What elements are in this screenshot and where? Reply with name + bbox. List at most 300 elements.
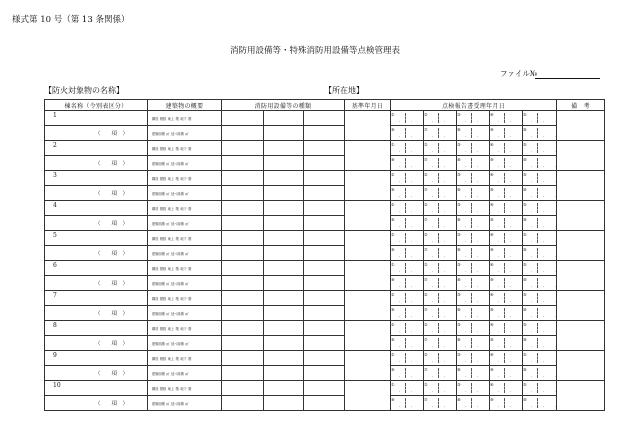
building-structure-cell[interactable] [148, 201, 222, 216]
building-name-cell[interactable] [45, 351, 148, 366]
base-date-cell[interactable] [345, 291, 391, 321]
equipment-type-cell[interactable] [304, 201, 345, 216]
report-date-cell[interactable] [523, 276, 566, 291]
inspection-slot-marker: ③ [457, 381, 461, 387]
equipment-type-cell[interactable] [264, 171, 304, 186]
report-date-cell[interactable] [424, 396, 467, 411]
inspection-slot-marker: ③ [457, 321, 461, 327]
building-area-cell[interactable] [148, 156, 222, 171]
building-area-cell[interactable] [148, 396, 222, 411]
inspection-slot-marker: ⑥ [391, 336, 395, 342]
classification-cell[interactable] [45, 396, 148, 411]
area-label: 建築面積 [152, 191, 165, 196]
report-date-cell[interactable] [391, 381, 434, 396]
report-date-cell[interactable] [523, 231, 566, 246]
report-date-cell[interactable] [457, 351, 500, 366]
date-dot: ． [477, 404, 488, 409]
equipment-type-cell[interactable] [222, 126, 264, 141]
structure-label: 構造 [152, 206, 159, 211]
dashed-divider [537, 338, 538, 348]
report-date-cell[interactable] [523, 246, 566, 261]
date-dot: ． [531, 329, 542, 334]
equipment-type-cell[interactable] [222, 381, 264, 396]
report-date-cell[interactable] [424, 216, 467, 231]
building-area-cell[interactable] [148, 336, 222, 351]
report-date-cell[interactable] [490, 321, 533, 336]
report-date-cell[interactable] [490, 141, 533, 156]
date-dot: ． [423, 254, 434, 259]
ordinance-classification: （ 項 ） [95, 281, 129, 287]
report-date-cell[interactable] [457, 156, 500, 171]
report-date-cell[interactable] [391, 246, 434, 261]
row-number: 9 [53, 352, 57, 359]
inspection-slot-marker: ⑤ [523, 351, 527, 357]
report-date-cell[interactable] [457, 261, 500, 276]
report-date-cell[interactable] [391, 306, 434, 321]
building-structure-cell[interactable] [148, 171, 222, 186]
equipment-type-cell[interactable] [304, 246, 345, 261]
report-date-cell[interactable] [457, 231, 500, 246]
report-date-cell[interactable] [424, 111, 467, 126]
equipment-type-cell[interactable] [264, 126, 304, 141]
equipment-type-cell[interactable] [222, 276, 264, 291]
structure-label: 地下 [180, 116, 187, 121]
classification-cell[interactable] [45, 306, 148, 321]
report-date-cell[interactable] [391, 171, 434, 186]
report-date-cell[interactable] [523, 261, 566, 276]
report-date-cell[interactable] [490, 126, 533, 141]
equipment-type-cell[interactable] [304, 276, 345, 291]
file-number-field[interactable] [535, 78, 600, 79]
equipment-type-cell[interactable] [304, 141, 345, 156]
report-date-cell[interactable] [490, 366, 533, 381]
report-date-cell[interactable] [391, 261, 434, 276]
report-date-cell[interactable] [457, 111, 500, 126]
building-structure-cell[interactable] [148, 321, 222, 336]
equipment-type-cell[interactable] [222, 246, 264, 261]
dashed-divider [471, 398, 472, 408]
report-date-cell[interactable] [523, 186, 566, 201]
date-dot: ． [498, 194, 509, 199]
equipment-type-cell[interactable] [222, 336, 264, 351]
report-date-cell[interactable] [523, 381, 566, 396]
report-date-cell[interactable] [523, 171, 566, 186]
report-date-cell[interactable] [490, 186, 533, 201]
base-date-cell[interactable] [345, 261, 391, 291]
building-structure-cell[interactable] [148, 141, 222, 156]
report-date-cell[interactable] [424, 261, 467, 276]
building-structure-cell[interactable] [148, 261, 222, 276]
report-date-cell[interactable] [523, 216, 566, 231]
inspection-slot-marker: ⑩ [523, 216, 527, 222]
equipment-type-cell[interactable] [304, 111, 345, 126]
building-area-cell[interactable] [148, 276, 222, 291]
equipment-type-cell[interactable] [304, 126, 345, 141]
report-date-cell[interactable] [490, 216, 533, 231]
date-dot: ． [465, 119, 476, 124]
equipment-type-cell[interactable] [264, 111, 304, 126]
table-row [45, 276, 605, 291]
date-dot: ． [510, 164, 521, 169]
classification-cell[interactable] [45, 156, 148, 171]
report-date-cell[interactable] [391, 126, 434, 141]
equipment-type-cell[interactable] [304, 156, 345, 171]
report-date-cell[interactable] [490, 246, 533, 261]
date-dot: ． [432, 389, 443, 394]
report-date-cell[interactable] [424, 306, 467, 321]
equipment-type-cell[interactable] [264, 276, 304, 291]
building-name-cell[interactable] [45, 201, 148, 216]
report-date-cell[interactable] [457, 201, 500, 216]
dashed-divider [471, 278, 472, 288]
equipment-type-cell[interactable] [304, 381, 345, 396]
equipment-type-cell[interactable] [222, 186, 264, 201]
building-name-cell[interactable] [45, 261, 148, 276]
equipment-type-cell[interactable] [264, 396, 304, 411]
report-date-cell[interactable] [391, 276, 434, 291]
report-date-cell[interactable] [424, 381, 467, 396]
classification-cell[interactable] [45, 336, 148, 351]
report-date-cell[interactable] [391, 336, 434, 351]
area-label: 建築面積 [152, 311, 165, 316]
report-date-cell[interactable] [457, 141, 500, 156]
inspection-slot-marker: ④ [490, 321, 494, 327]
report-date-cell[interactable] [490, 231, 533, 246]
report-date-cell[interactable] [490, 111, 533, 126]
report-date-cell[interactable] [523, 111, 566, 126]
dashed-divider [438, 308, 439, 318]
date-dot: ． [477, 314, 488, 319]
structure-label: 構造 [152, 116, 159, 121]
area-label: ㎡ [185, 221, 189, 226]
building-area-cell[interactable] [148, 186, 222, 201]
date-dot: ． [411, 329, 422, 334]
report-date-cell[interactable] [490, 261, 533, 276]
report-date-cell[interactable] [457, 171, 500, 186]
classification-cell[interactable] [45, 216, 148, 231]
equipment-type-cell[interactable] [222, 321, 264, 336]
inspection-slot-marker: ⑥ [391, 216, 395, 222]
report-date-cell[interactable] [391, 156, 434, 171]
report-date-cell[interactable] [457, 216, 500, 231]
report-date-cell[interactable] [490, 291, 533, 306]
report-date-cell[interactable] [457, 381, 500, 396]
inspection-slot-marker: ③ [457, 231, 461, 237]
equipment-type-cell[interactable] [304, 351, 345, 366]
equipment-type-cell[interactable] [222, 141, 264, 156]
equipment-type-cell[interactable] [264, 246, 304, 261]
base-date-cell[interactable] [345, 171, 391, 201]
equipment-type-cell[interactable] [222, 216, 264, 231]
report-date-cell[interactable] [391, 186, 434, 201]
report-date-cell[interactable] [523, 141, 566, 156]
area-label: ㎡ [185, 281, 189, 286]
inspection-slot-marker: ⑧ [457, 246, 461, 252]
report-date-cell[interactable] [424, 336, 467, 351]
date-dot: ． [432, 404, 443, 409]
report-date-cell[interactable] [457, 276, 500, 291]
report-date-cell[interactable] [523, 351, 566, 366]
date-dot: ． [477, 164, 488, 169]
date-dot: ． [510, 374, 521, 379]
equipment-type-cell[interactable] [304, 321, 345, 336]
date-dot: ． [555, 404, 566, 409]
date-dot: ． [444, 119, 455, 124]
report-date-cell[interactable] [424, 351, 467, 366]
report-date-cell[interactable] [391, 201, 434, 216]
date-dot: ． [399, 359, 410, 364]
report-date-cell[interactable] [391, 111, 434, 126]
building-name-cell[interactable] [45, 291, 148, 306]
report-date-cell[interactable] [457, 246, 500, 261]
base-date-cell[interactable] [345, 201, 391, 231]
equipment-type-cell[interactable] [304, 261, 345, 276]
dashed-divider [537, 233, 538, 243]
equipment-type-cell[interactable] [264, 141, 304, 156]
report-date-cell[interactable] [490, 351, 533, 366]
inspection-slot-marker: ⑨ [490, 306, 494, 312]
structure-label: 構造 [152, 386, 159, 391]
area-label: 建築面積 [152, 131, 165, 136]
building-structure-cell[interactable] [148, 111, 222, 126]
report-date-cell[interactable] [424, 246, 467, 261]
report-date-cell[interactable] [424, 141, 467, 156]
date-dot: ． [543, 314, 554, 319]
report-date-cell[interactable] [457, 321, 500, 336]
inspection-slot-marker: ④ [490, 261, 494, 267]
date-dot: ． [423, 344, 434, 349]
report-date-cell[interactable] [490, 396, 533, 411]
structure-label: 階数 [159, 326, 167, 331]
building-area-cell[interactable] [148, 246, 222, 261]
building-area-cell[interactable] [148, 306, 222, 321]
equipment-type-cell[interactable] [222, 261, 264, 276]
date-dot: ． [423, 314, 434, 319]
equipment-type-cell[interactable] [304, 291, 345, 306]
building-structure-cell[interactable] [148, 231, 222, 246]
building-area-cell[interactable] [148, 216, 222, 231]
dashed-divider [405, 203, 406, 213]
report-date-cell[interactable] [391, 366, 434, 381]
equipment-type-cell[interactable] [304, 396, 345, 411]
inspection-slot-marker: ⑤ [523, 141, 527, 147]
date-dot: ． [477, 239, 488, 244]
date-dot: ． [555, 209, 566, 214]
equipment-type-cell[interactable] [304, 336, 345, 351]
classification-cell[interactable] [45, 186, 148, 201]
date-dot: ． [489, 284, 500, 289]
inspection-management-table [44, 99, 605, 411]
dashed-divider [504, 158, 505, 168]
report-date-cell[interactable] [523, 366, 566, 381]
structure-label: 地上 [167, 326, 175, 331]
report-date-cell[interactable] [457, 336, 500, 351]
structure-label: 地下 [180, 266, 187, 271]
base-date-cell[interactable] [345, 351, 391, 381]
equipment-type-cell[interactable] [264, 291, 304, 306]
date-dot: ． [423, 134, 434, 139]
equipment-type-cell[interactable] [222, 306, 264, 321]
base-date-cell[interactable] [345, 111, 391, 141]
dashed-divider [438, 338, 439, 348]
building-name-cell[interactable] [45, 171, 148, 186]
report-date-cell[interactable] [391, 216, 434, 231]
table-row [45, 351, 605, 366]
report-date-cell[interactable] [523, 396, 566, 411]
report-date-cell[interactable] [490, 156, 533, 171]
date-dot: ． [555, 179, 566, 184]
report-date-cell[interactable] [391, 231, 434, 246]
structure-label: 階 [188, 326, 192, 331]
report-date-cell[interactable] [424, 126, 467, 141]
structure-label: 構造 [152, 266, 159, 271]
equipment-type-cell[interactable] [222, 231, 264, 246]
equipment-type-cell[interactable] [222, 111, 264, 126]
report-date-cell[interactable] [457, 126, 500, 141]
report-date-cell[interactable] [457, 396, 500, 411]
report-date-cell[interactable] [523, 201, 566, 216]
report-date-cell[interactable] [424, 156, 467, 171]
equipment-type-cell[interactable] [222, 201, 264, 216]
dashed-divider [405, 158, 406, 168]
date-dot: ． [477, 269, 488, 274]
equipment-type-cell[interactable] [264, 381, 304, 396]
equipment-type-cell[interactable] [222, 171, 264, 186]
report-date-cell[interactable] [490, 171, 533, 186]
report-date-cell[interactable] [391, 141, 434, 156]
report-date-cell[interactable] [523, 156, 566, 171]
date-dot: ． [531, 179, 542, 184]
report-date-cell[interactable] [391, 321, 434, 336]
equipment-type-cell[interactable] [264, 231, 304, 246]
report-date-cell[interactable] [490, 306, 533, 321]
date-dot: ． [489, 359, 500, 364]
building-structure-cell[interactable] [148, 351, 222, 366]
report-date-cell[interactable] [457, 366, 500, 381]
date-dot: ． [522, 179, 533, 184]
dashed-divider [471, 338, 472, 348]
report-date-cell[interactable] [424, 201, 467, 216]
report-date-cell[interactable] [424, 321, 467, 336]
date-dot: ． [477, 344, 488, 349]
building-name-cell[interactable] [45, 321, 148, 336]
report-date-cell[interactable] [424, 186, 467, 201]
report-date-cell[interactable] [523, 321, 566, 336]
equipment-type-cell[interactable] [264, 156, 304, 171]
classification-cell[interactable] [45, 126, 148, 141]
report-date-cell[interactable] [391, 396, 434, 411]
report-date-cell[interactable] [424, 366, 467, 381]
report-date-cell[interactable] [457, 291, 500, 306]
inspection-slot-marker: ⑧ [457, 276, 461, 282]
date-dot: ． [399, 179, 410, 184]
building-structure-cell[interactable] [148, 381, 222, 396]
report-date-cell[interactable] [424, 171, 467, 186]
report-date-cell[interactable] [424, 291, 467, 306]
equipment-type-cell[interactable] [222, 366, 264, 381]
report-date-cell[interactable] [523, 291, 566, 306]
report-date-cell[interactable] [490, 201, 533, 216]
equipment-type-cell[interactable] [304, 171, 345, 186]
equipment-type-cell[interactable] [264, 261, 304, 276]
equipment-type-cell[interactable] [222, 291, 264, 306]
base-date-cell[interactable] [345, 141, 391, 171]
dashed-divider [471, 353, 472, 363]
base-date-cell[interactable] [345, 321, 391, 351]
form-number: 様式第 10 号（第 13 条関係） [12, 15, 130, 25]
date-dot: ． [465, 404, 476, 409]
equipment-type-cell[interactable] [222, 351, 264, 366]
classification-cell[interactable] [45, 366, 148, 381]
equipment-type-cell[interactable] [222, 396, 264, 411]
classification-cell[interactable] [45, 276, 148, 291]
date-dot: ． [498, 344, 509, 349]
report-date-cell[interactable] [490, 336, 533, 351]
report-date-cell[interactable] [424, 276, 467, 291]
report-date-cell[interactable] [391, 351, 434, 366]
equipment-type-cell[interactable] [264, 201, 304, 216]
equipment-type-cell[interactable] [222, 156, 264, 171]
inspection-slot-marker: ③ [457, 201, 461, 207]
building-name-cell[interactable] [45, 111, 148, 126]
date-dot: ． [444, 344, 455, 349]
date-dot: ． [555, 389, 566, 394]
date-dot: ． [489, 254, 500, 259]
building-name-cell[interactable] [45, 381, 148, 396]
date-dot: ． [477, 299, 488, 304]
equipment-type-cell[interactable] [264, 306, 304, 321]
report-date-cell[interactable] [523, 306, 566, 321]
equipment-type-cell[interactable] [264, 186, 304, 201]
building-area-cell[interactable] [148, 126, 222, 141]
equipment-type-cell[interactable] [264, 351, 304, 366]
equipment-type-cell[interactable] [304, 306, 345, 321]
date-dot: ． [498, 359, 509, 364]
base-date-cell[interactable] [345, 381, 391, 411]
inspection-slot-marker: ⑨ [490, 216, 494, 222]
report-date-cell[interactable] [523, 336, 566, 351]
base-date-cell[interactable] [345, 231, 391, 261]
report-date-cell[interactable] [391, 291, 434, 306]
area-label: 延べ面積 [170, 341, 184, 346]
dashed-divider [504, 293, 505, 303]
building-area-cell[interactable] [148, 366, 222, 381]
building-name-cell[interactable] [45, 231, 148, 246]
structure-label: 地上 [167, 176, 175, 181]
date-dot: ． [477, 254, 488, 259]
report-date-cell[interactable] [457, 186, 500, 201]
classification-cell[interactable] [45, 246, 148, 261]
equipment-type-cell[interactable] [304, 216, 345, 231]
equipment-type-cell[interactable] [264, 321, 304, 336]
equipment-type-cell[interactable] [264, 366, 304, 381]
equipment-type-cell[interactable] [304, 186, 345, 201]
building-name-cell[interactable] [45, 141, 148, 156]
report-date-cell[interactable] [424, 231, 467, 246]
report-date-cell[interactable] [490, 276, 533, 291]
dashed-divider [405, 173, 406, 183]
report-date-cell[interactable] [490, 381, 533, 396]
report-date-cell[interactable] [523, 126, 566, 141]
equipment-type-cell[interactable] [264, 216, 304, 231]
equipment-type-cell[interactable] [264, 336, 304, 351]
equipment-type-cell[interactable] [304, 231, 345, 246]
report-date-cell[interactable] [457, 306, 500, 321]
area-label: ㎡ [185, 131, 189, 136]
equipment-type-cell[interactable] [304, 366, 345, 381]
building-structure-cell[interactable] [148, 291, 222, 306]
date-dot: ． [531, 149, 542, 154]
